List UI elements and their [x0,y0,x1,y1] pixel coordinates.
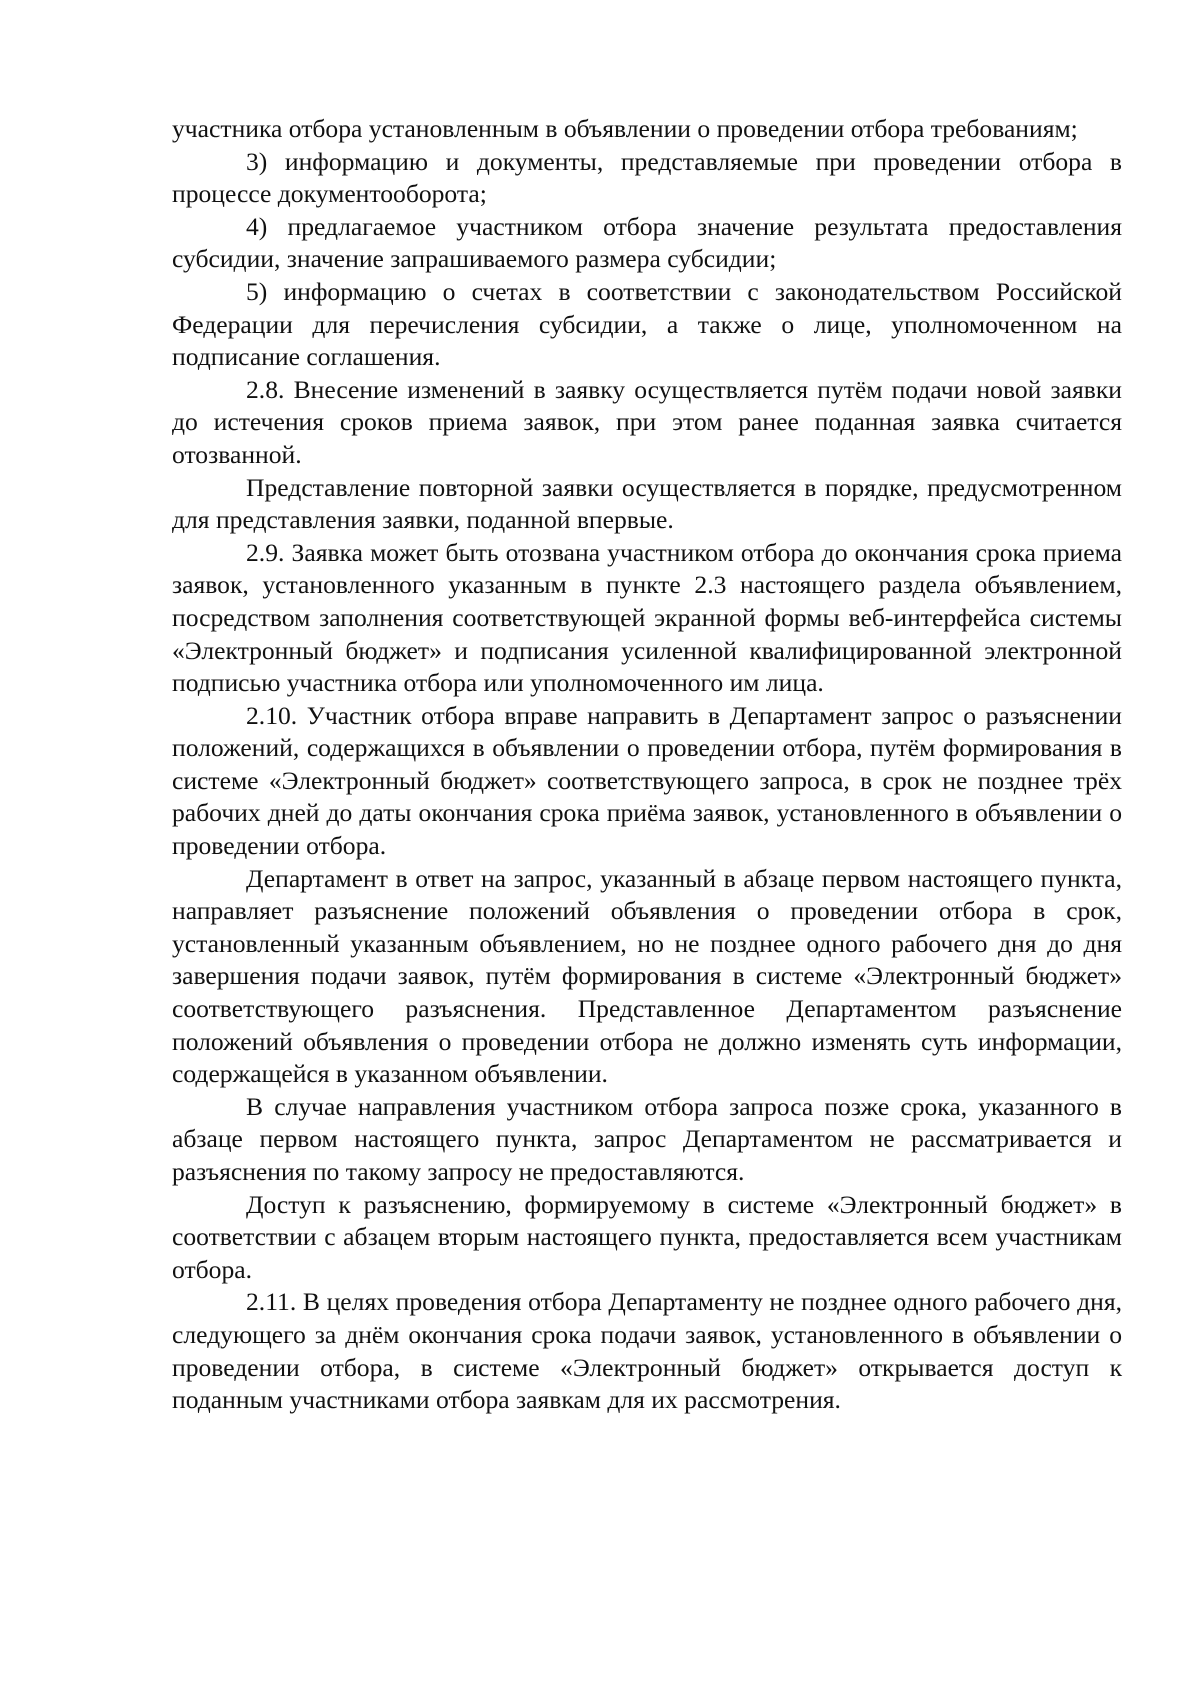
document-page [172,113,1122,1417]
paragraph-2-8: 2.8. Внесение изменений в заявку осуществляется путём подачи новой заявки до истечения сроков приема заявок, при этом ранее поданная заявка считается отозванной. [172,374,1122,469]
paragraph-item-3: 3) информацию и документы, представляемые при проведении отбора в процессе документооборота; [172,146,1122,209]
paragraph-2-10: 2.10. Участник отбора вправе направить в Департамент запрос о разъяснении положений, содержащихся в объявлении о проведении отбора, путём формирования в системе «Электронный бюджет» соответствующего запроса, в срок не позднее трёх рабочих дней до даты окончания срока приёма заявок, установленного в объявлении о проведении отбора. [172,700,1122,861]
paragraph-item-5: 5) информацию о счетах в соответствии с законодательством Российской Федерации для перечисления субсидии, а также о лице, уполномоченном на подписание соглашения. [172,276,1122,372]
paragraph-continuation: участника отбора установленным в объявлении о проведении отбора требованиям; [172,114,1078,143]
paragraph-item-4: 4) предлагаемое участником отбора значение результата предоставления субсидии, значение запрашиваемого размера субсидии; [172,211,1122,274]
paragraph-access: Доступ к разъяснению, формируемому в системе «Электронный бюджет» в соответствии с абзацем вторым настоящего пункта, предоставляется всем участникам отбора. [172,1189,1122,1284]
paragraph-2-9: 2.9. Заявка может быть отозвана участником отбора до окончания срока приема заявок, установленного указанным в пункте 2.3 настоящего раздела объявлением, посредством заполнения соответствующей экранной формы веб-интерфейса системы «Электронный бюджет» и подписания усиленной квалифицированной электронной подписью участника отбора или уполномоченного им лица. [172,537,1122,698]
paragraph-late-request: В случае направления участником отбора запроса позже срока, указанного в абзаце первом настоящего пункта, запрос Департаментом не рассматривается и разъяснения по такому запросу не предоставляются. [172,1091,1122,1186]
paragraph-department-response: Департамент в ответ на запрос, указанный в абзаце первом настоящего пункта, направляет разъяснение положений объявления о проведении отбора в срок, установленный указанным объявлением, но не позднее одного рабочего дня до дня завершения подачи заявок, путём формирования в системе «Электронный бюджет» соответствующего разъяснения. Представленное Департаментом разъяснение положений объявления о проведении отбора не должно изменять суть информации, содержащейся в указанном объявлении. [172,863,1122,1089]
paragraph-2-11: 2.11. В целях проведения отбора Департаменту не позднее одного рабочего дня, следующего за днём окончания срока подачи заявок, установленного в объявлении о проведении отбора, в системе «Электронный бюджет» открывается доступ к поданным участниками отбора заявкам для их рассмотрения. [172,1287,1122,1415]
paragraph-resubmission: Представление повторной заявки осуществляется в порядке, предусмотренном для представления заявки, поданной впервые. [172,472,1122,535]
